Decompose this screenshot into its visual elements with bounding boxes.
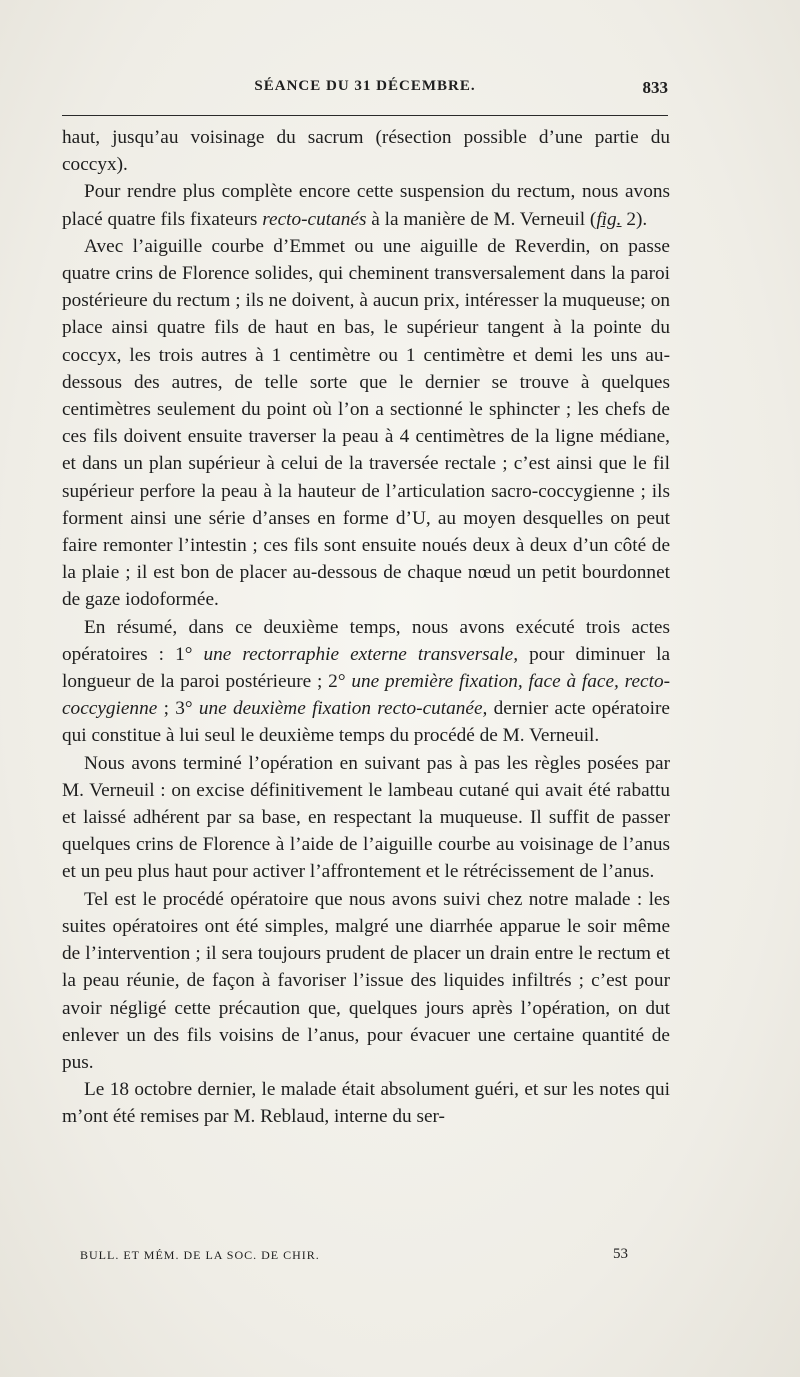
page-footer [80,1246,628,1266]
paragraph [62,124,670,178]
text-run: dernier acte opératoire qui constitue à lui seul le deuxième temps du procédé de M. Verneuil. [62,698,670,747]
journal-title: BULL. ET MÉM. DE LA SOC. DE CHIR. [80,1248,320,1262]
text-run-italic: une deuxième fixation recto-cutanée, [198,698,488,720]
header-rule [62,115,668,116]
body-text [62,124,670,1131]
text-run: Nous avons terminé l’opération en suivant pas à pas les règles posées par M. Verneuil : on excise définitivement le lambeau cutané qui avait été rabattu et laissé adhérent par sa base, en respectant la muqueuse. Il suffit de passer quelques crins de Florence à l’aide de l’aiguille courbe au voisinage de l’anus et un peu plus haut pour activer l’affrontement et le rétrécissement de l’anus. [62,752,670,883]
text-run: 2). [621,208,648,230]
page-number: 833 [642,78,668,97]
text-run-italic: une première fixation, face à face, recto-coccygienne [62,671,671,720]
sheet-signature: 53 [613,1246,628,1262]
text-run: En résumé, dans ce deuxième temps, nous avons exécuté trois actes opératoires : 1° [62,616,670,665]
figure-reference: fig. [596,208,622,230]
text-run-italic: une rectorraphie externe transversale, [203,643,519,665]
paragraph [62,1076,670,1130]
paragraph [62,614,670,750]
running-title: SÉANCE DU 31 DÉCEMBRE. [254,78,476,94]
paragraph [62,750,670,886]
text-run: Tel est le procédé opératoire que nous avons suivi chez notre malade : les suites opératoires ont été simples, malgré une diarrhée apparue le soir même de l’intervention ; il sera toujours prudent de placer un drain entre le rectum et la peau réunie, de façon à favoriser l’issue des liquides infiltrés ; c’est pour avoir négligé cette précaution que, quelques jours après l’opération, on dut enlever un des fils voisins de l’anus, pour évacuer une certaine quantité de pus. [62,888,670,1073]
running-header [62,78,668,100]
paragraph [62,886,670,1076]
text-run: Pour rendre plus complète encore cette suspension du rectum, nous avons placé quatre fils fixateurs [62,181,670,230]
text-run: haut, jusqu’au voisinage du sacrum (résection possible d’une partie du coccyx). [62,127,670,176]
paragraph [62,233,670,614]
paragraph [62,178,670,232]
text-run-italic: recto-cutanés [262,208,367,230]
text-run: Avec l’aiguille courbe d’Emmet ou une aiguille de Reverdin, on passe quatre crins de Florence solides, qui cheminent transversalement dans la paroi postérieure du rectum ; ils ne doivent, à aucun prix, intéresser la muqueuse; on place ainsi quatre fils de haut en bas, le supérieur tangent à la pointe du coccyx, les trois autres à 1 centimètre ou 1 centimètre et demi les uns au-dessous des autres, de telle sorte que le dernier se trouve à quelques centimètres seulement du point où l’on a sectionné le sphincter ; les chefs de ces fils doivent ensuite traverser la peau à 4 centimètres de la ligne médiane, et dans un plan supérieur à celui de la traversée rectale ; c’est ainsi que le fil supérieur perfore la peau à la hauteur de l’articulation sacro-coccygienne ; ils forment ainsi une série d’anses en forme d’U, au moyen desquelles on peut faire remonter l’intestin ; ces fils sont ensuite noués deux à deux d’un côté de la plaie ; il est bon de placer au-dessous de chaque nœud un petit bourdonnet de gaze iodoformée. [62,235,670,611]
text-run: ; 3° [157,698,199,720]
text-run: Le 18 octobre dernier, le malade était absolument guéri, et sur les notes qui m’ont été remises par M. Reblaud, interne du ser- [62,1079,670,1128]
text-run: pour diminuer la longueur de la paroi postérieure ; 2° [62,643,670,693]
text-run: à la manière de M. Verneuil ( [366,208,597,230]
